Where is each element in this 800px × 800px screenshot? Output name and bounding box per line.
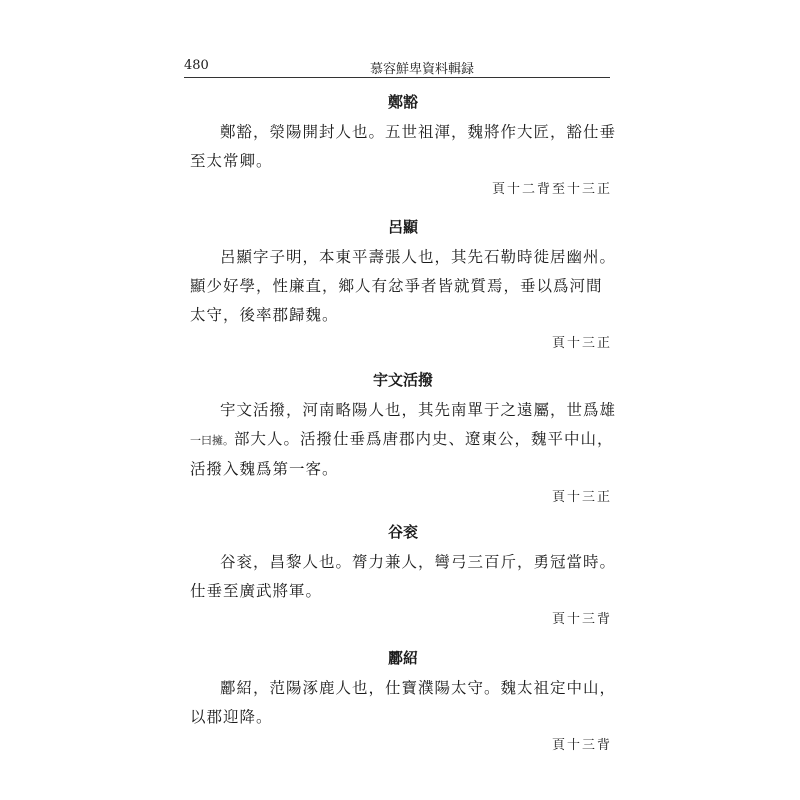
header-rule [184, 77, 610, 78]
running-title: 慕容鮮卑資料輯録 [370, 62, 475, 77]
entry-body-text: 部大人。活撥仕垂爲唐郡内史、遼東公，魏平中山，活撥入魏爲第一客。 [190, 430, 614, 478]
entry-body: 鄭豁，滎陽開封人也。五世祖渾，魏將作大匠，豁仕垂至太常卿。 [190, 123, 617, 170]
entry-body: 谷衮，昌黎人也。膂力兼人，彎弓三百斤，勇冠當時。仕垂至廣武將軍。 [190, 553, 617, 600]
entry-lu-xian [190, 217, 616, 351]
entry-title: 呂顯 [387, 218, 418, 236]
entry-zheng-huo [190, 92, 616, 197]
entry-body-text: 宇文活撥，河南略陽人也，其先南單于之遠屬，世爲雄 [220, 401, 617, 419]
entry-source: 頁十三背 [551, 738, 612, 753]
entry-title: 谷衮 [387, 523, 418, 541]
entry-body [190, 396, 616, 484]
entry-title: 酈紹 [387, 649, 418, 667]
entry-source: 頁十三背 [551, 612, 612, 627]
entry-source: 頁十二背至十三正 [491, 182, 612, 197]
entry-title: 鄭豁 [387, 93, 418, 111]
entry-li-shao [190, 648, 616, 753]
entry-yuwen-huobo [190, 370, 616, 505]
entry-gu-gun [190, 522, 616, 627]
entry-body: 呂顯字子明，本東平壽張人也，其先石勒時徙居幽州。顯少好學，性廉直，鄉人有忿爭者皆就質焉，垂以爲河間太守，後率郡歸魏。 [190, 248, 617, 324]
page-number: 480 [184, 58, 209, 73]
inline-note: 一曰擁。 [190, 434, 234, 447]
entry-title: 宇文活撥 [372, 371, 433, 389]
entry-body: 酈紹，范陽涿鹿人也，仕寶濮陽太守。魏太祖定中山，以郡迎降。 [190, 679, 617, 726]
entry-source: 頁十三正 [551, 490, 612, 505]
entry-source: 頁十三正 [551, 336, 612, 351]
